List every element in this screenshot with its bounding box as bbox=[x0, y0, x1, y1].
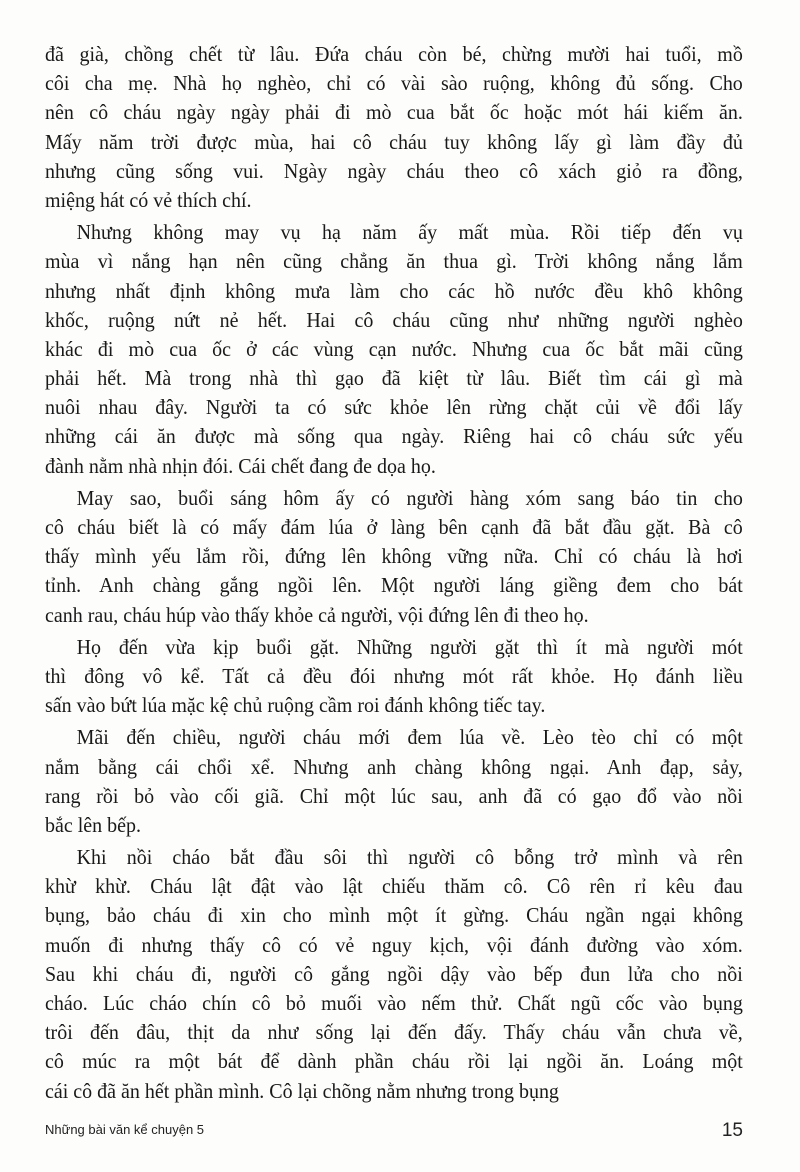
text-line: trôi đến đâu, thịt da như sống lại đến đấy. Thấy cháu vẫn chưa về, bbox=[45, 1020, 743, 1045]
text-line: Mãi đến chiều, người cháu mới đem lúa về. Lèo tèo chỉ có một bbox=[76, 725, 743, 750]
text-line: nuôi nhau đây. Người ta có sức khỏe lên rừng chặt củi về đổi lấy bbox=[45, 395, 743, 420]
text-line: tỉnh. Anh chàng gắng ngồi lên. Một người láng giềng đem cho bát bbox=[45, 573, 743, 598]
text-line: miệng hát có vẻ thích chí. bbox=[45, 187, 252, 212]
text-line: thì đông vô kể. Tất cả đều đói nhưng mót rất khỏe. Họ đánh liều bbox=[45, 663, 743, 688]
text-line: cô cháu biết là có mấy đám lúa ở làng bên cạnh đã bắt đầu gặt. Bà cô bbox=[45, 515, 743, 539]
page-number: 15 bbox=[721, 1120, 743, 1141]
text-line: phải hết. Mà trong nhà thì gạo đã kiệt từ lâu. Biết tìm cái gì mà bbox=[45, 366, 743, 391]
text-line: muốn đi nhưng thấy cô có vẻ nguy kịch, vội đánh đường vào xóm. bbox=[45, 932, 743, 957]
paragraph bbox=[45, 633, 743, 721]
text-line: cô múc ra một bát để dành phần cháu rồi lại ngồi ăn. Loáng một bbox=[45, 1049, 743, 1074]
text-line: mùa vì nắng hạn nên cũng chẳng ăn thua gì. Trời không nắng lắm bbox=[45, 249, 743, 274]
text-line: May sao, buổi sáng hôm ấy có người hàng xóm sang báo tin cho bbox=[76, 485, 743, 510]
text-line: Họ đến vừa kịp buổi gặt. Những người gặt thì ít mà người mót bbox=[76, 634, 743, 659]
text-line: sấn vào bứt lúa mặc kệ chủ ruộng cầm roi đánh không tiếc tay. bbox=[45, 693, 546, 718]
text-line: những cái ăn được mà sống qua ngày. Riêng hai cô cháu sức yếu bbox=[45, 424, 743, 449]
paragraph bbox=[45, 843, 743, 1106]
text-line: Sau khi cháu đi, người cô gắng ngồi dậy vào bếp đun lửa cho nồi bbox=[45, 961, 743, 986]
page-body-text bbox=[45, 40, 743, 1109]
text-line: cháo. Lúc cháo chín cô bỏ muối vào nếm thử. Chất ngũ cốc vào bụng bbox=[45, 991, 743, 1015]
text-line: bắc lên bếp. bbox=[45, 812, 142, 837]
text-line: rang rồi bỏ vào cối giã. Chỉ một lúc sau, anh đã có gạo đổ vào nồi bbox=[45, 783, 743, 808]
text-line: bụng, bảo cháu đi xin cho mình một ít gừng. Cháu ngần ngại không bbox=[45, 903, 743, 928]
paragraph bbox=[45, 484, 743, 630]
text-line: thấy mình yếu lắm rồi, đứng lên không vững nữa. Chỉ có cháu là hơi bbox=[45, 544, 743, 569]
text-line: khác đi mò cua ốc ở các vùng cạn nước. Nhưng cua ốc bắt mãi cũng bbox=[45, 336, 743, 361]
text-line: nhưng cũng sống vui. Ngày ngày cháu theo cô xách giỏ ra đồng, bbox=[45, 158, 743, 183]
paragraph bbox=[45, 218, 743, 481]
text-line: nên cô cháu ngày ngày phải đi mò cua bắt ốc hoặc mót hái kiếm ăn. bbox=[45, 100, 743, 125]
footer-book-title: Những bài văn kể chuyện 5 bbox=[45, 1122, 205, 1137]
text-line: khốc, ruộng nứt nẻ hết. Hai cô cháu cũng như những người nghèo bbox=[45, 307, 743, 332]
text-line: canh rau, cháu húp vào thấy khỏe cả người, vội đứng lên đi theo họ. bbox=[45, 602, 589, 627]
text-line: đã già, chồng chết từ lâu. Đứa cháu còn bé, chừng mười hai tuổi, mồ bbox=[45, 42, 743, 66]
text-line: cái cô đã ăn hết phần mình. Cô lại chõng nằm nhưng trong bụng bbox=[45, 1078, 559, 1103]
text-line: đành nằm nhà nhịn đói. Cái chết đang đe dọa họ. bbox=[45, 453, 436, 478]
text-line: nhưng nhất định không mưa làm cho các hồ nước đều khô không bbox=[45, 278, 743, 303]
text-line: Nhưng không may vụ hạ năm ấy mất mùa. Rồi tiếp đến vụ bbox=[76, 220, 743, 245]
text-line: Khi nồi cháo bắt đầu sôi thì người cô bỗng trở mình và rên bbox=[76, 845, 743, 870]
text-line: khừ khừ. Cháu lật đật vào lật chiếu thăm cô. Cô rên rỉ kêu đau bbox=[45, 874, 743, 899]
text-line: côi cha mẹ. Nhà họ nghèo, chỉ có vài sào ruộng, không đủ sống. Cho bbox=[45, 71, 743, 96]
text-line: Mấy năm trời được mùa, hai cô cháu tuy không lấy gì làm đầy đủ bbox=[45, 129, 743, 154]
text-line: nắm bằng cái chổi xể. Nhưng anh chàng không ngại. Anh đạp, sảy, bbox=[45, 754, 743, 779]
paragraph bbox=[45, 723, 743, 840]
paragraph bbox=[45, 40, 743, 215]
